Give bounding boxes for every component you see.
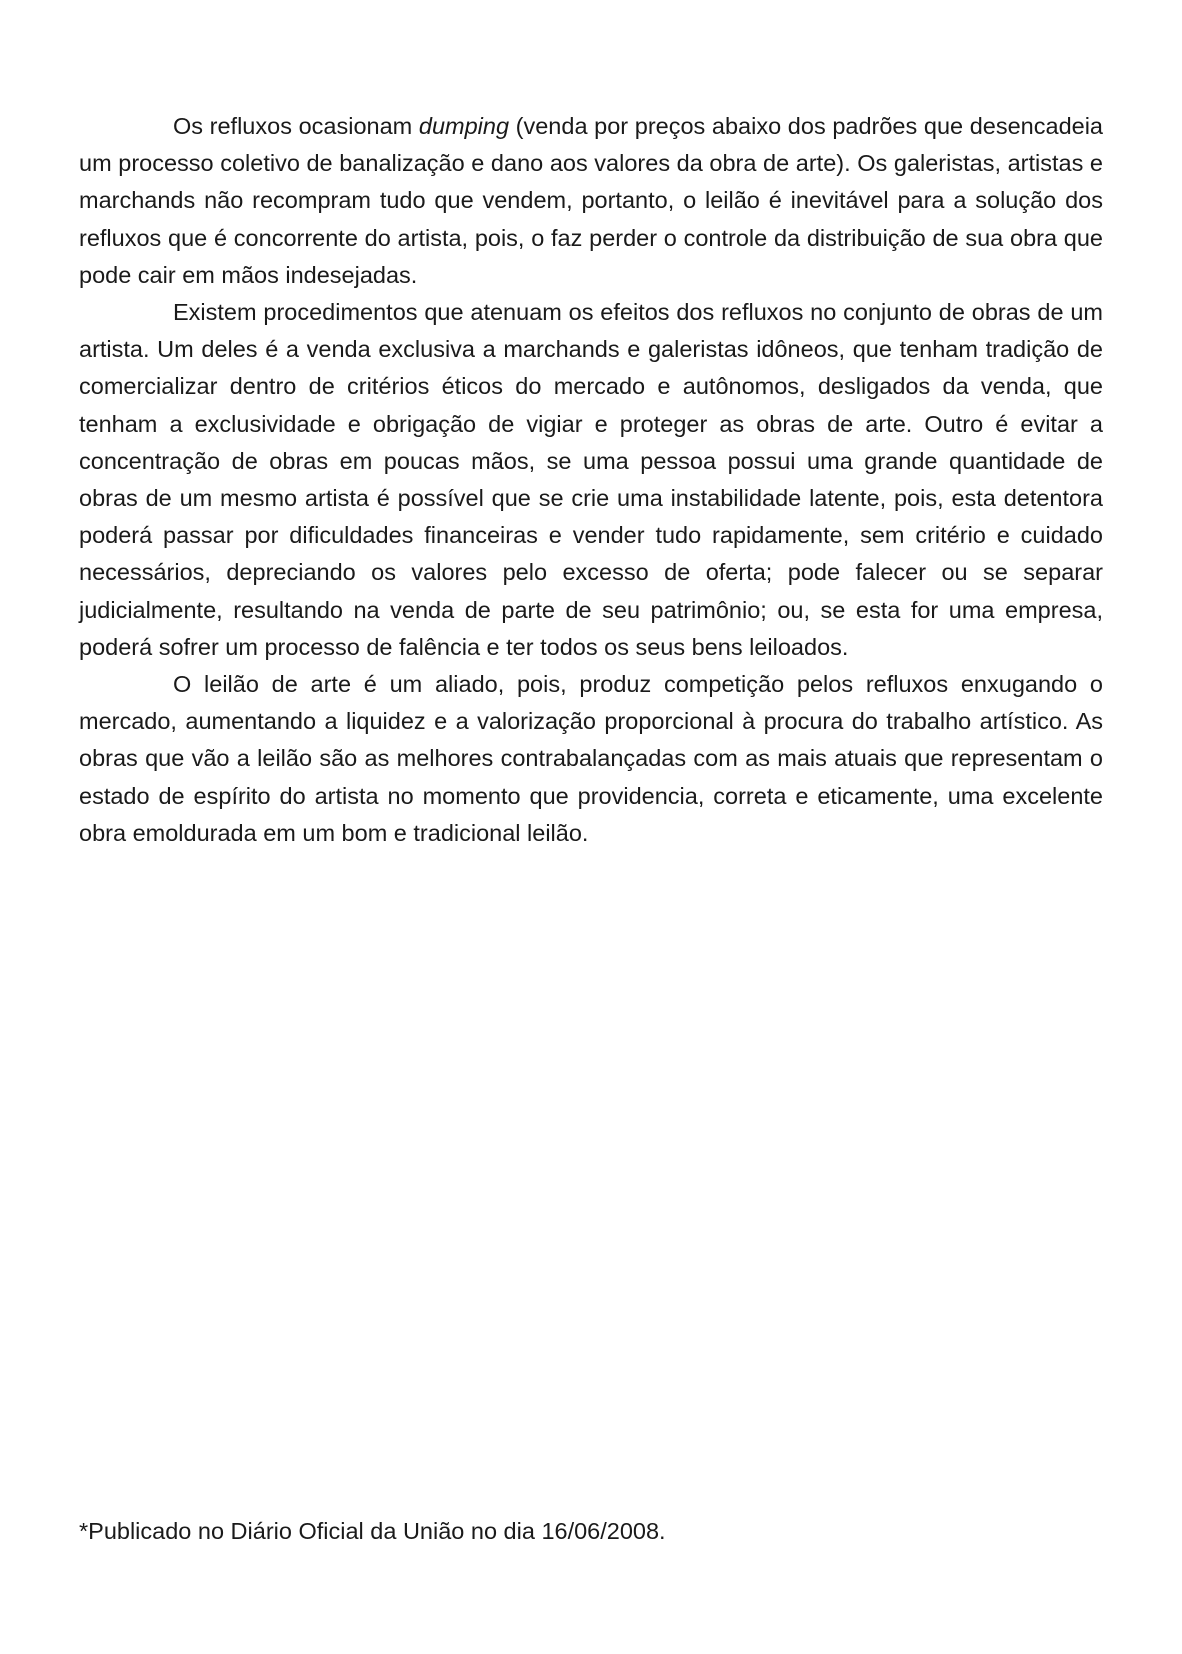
paragraph-1 [79,108,1103,294]
footnote: *Publicado no Diário Oficial da União no dia 16/06/2008. [79,1518,666,1544]
paragraph-3: O leilão de arte é um aliado, pois, produz competição pelos refluxos enxugando o mercado, aumentando a liquidez e a valorização proporcional à procura do trabalho artístico. As obras que vão a leilão são as melhores contrabalançadas com as mais atuais que representam o estado de espírito do artista no momento que providencia, correta e eticamente, uma excelente obra emoldurada em um bom e tradicional leilão. [79,671,1103,846]
paragraph-1-text-end: (venda por preços abaixo dos padrões que desencadeia um processo coletivo de banalização e dano aos valores da obra de arte). Os galeristas, artistas e marchands não recompram tudo que vendem, portanto, o leilão é inevitável para a solução dos refluxos que é concorrente do artista, pois, o faz perder o controle da distribuição de sua obra que pode cair em mãos indesejadas. [79,113,1104,288]
article-body [79,108,1103,852]
paragraph-2: Existem procedimentos que atenuam os efeitos dos refluxos no conjunto de obras de um artista. Um deles é a venda exclusiva a marchands e galeristas idôneos, que tenham tradição de comercializar dentro de critérios éticos do mercado e autônomos, desligados da venda, que tenham a exclusividade e obrigação de vigiar e proteger as obras de arte. Outro é evitar a concentração de obras em poucas mãos, se uma pessoa possui uma grande quantidade de obras de um mesmo artista é possível que se crie uma instabilidade latente, pois, esta detentora poderá passar por dificuldades financeiras e vender tudo rapidamente, sem critério e cuidado necessários, depreciando os valores pelo excesso de oferta; pode falecer ou se separar judicialmente, resultando na venda de parte de seu patrimônio; ou, se esta for uma empresa, poderá sofrer um processo de falência e ter todos os seus bens leiloados. [79,299,1103,660]
paragraph-1-text-start: Os refluxos ocasionam [173,113,419,139]
emphasis-dumping: dumping [418,113,510,139]
